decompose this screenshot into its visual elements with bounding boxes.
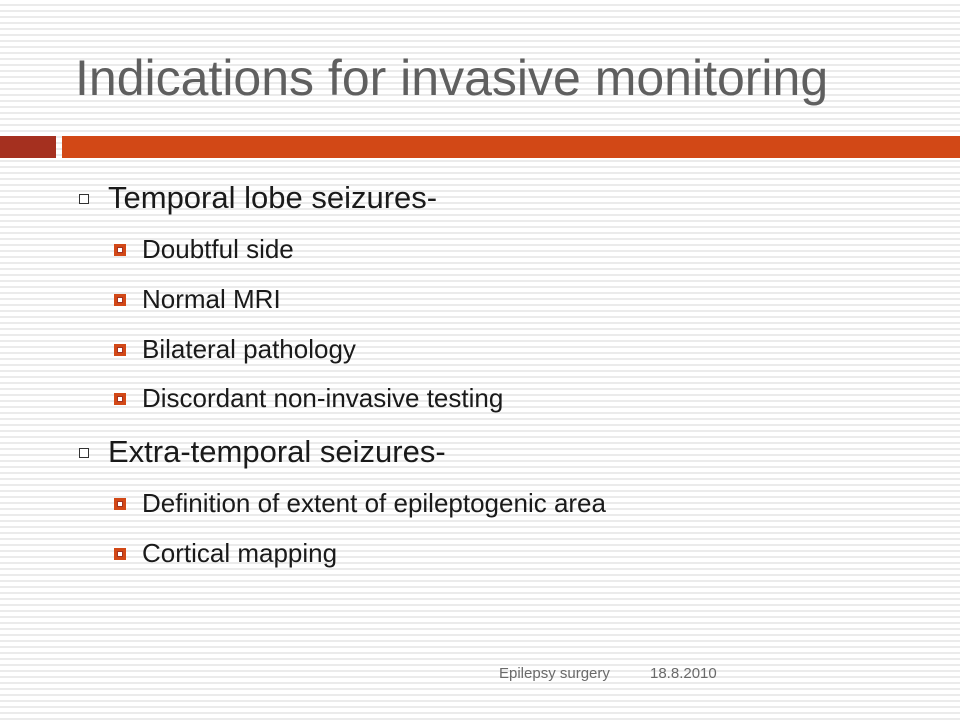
filled-square-bullet-icon	[114, 344, 126, 356]
filled-square-bullet-icon	[114, 548, 126, 560]
footer-date: 18.8.2010	[650, 665, 717, 682]
filled-square-bullet-icon	[114, 498, 126, 510]
bullet-label: Extra-temporal seizures-	[108, 434, 446, 469]
filled-square-bullet-icon	[114, 294, 126, 306]
subbullet-label: Definition of extent of epileptogenic area	[142, 488, 606, 518]
subbullet-label: Discordant non-invasive testing	[142, 383, 504, 413]
subbullet-label: Cortical mapping	[142, 538, 338, 568]
bullet-label: Temporal lobe seizures-	[108, 180, 438, 215]
filled-square-bullet-icon	[114, 244, 126, 256]
filled-square-bullet-icon	[114, 393, 126, 405]
subbullet-label: Bilateral pathology	[142, 334, 356, 364]
slide-title: Indications for invasive monitoring	[75, 50, 829, 106]
subbullet-label: Normal MRI	[142, 284, 281, 314]
footer-topic: Epilepsy surgery	[499, 665, 610, 682]
subbullet-label: Doubtful side	[142, 234, 294, 264]
hollow-square-bullet-icon	[79, 194, 89, 204]
hollow-square-bullet-icon	[79, 448, 89, 458]
